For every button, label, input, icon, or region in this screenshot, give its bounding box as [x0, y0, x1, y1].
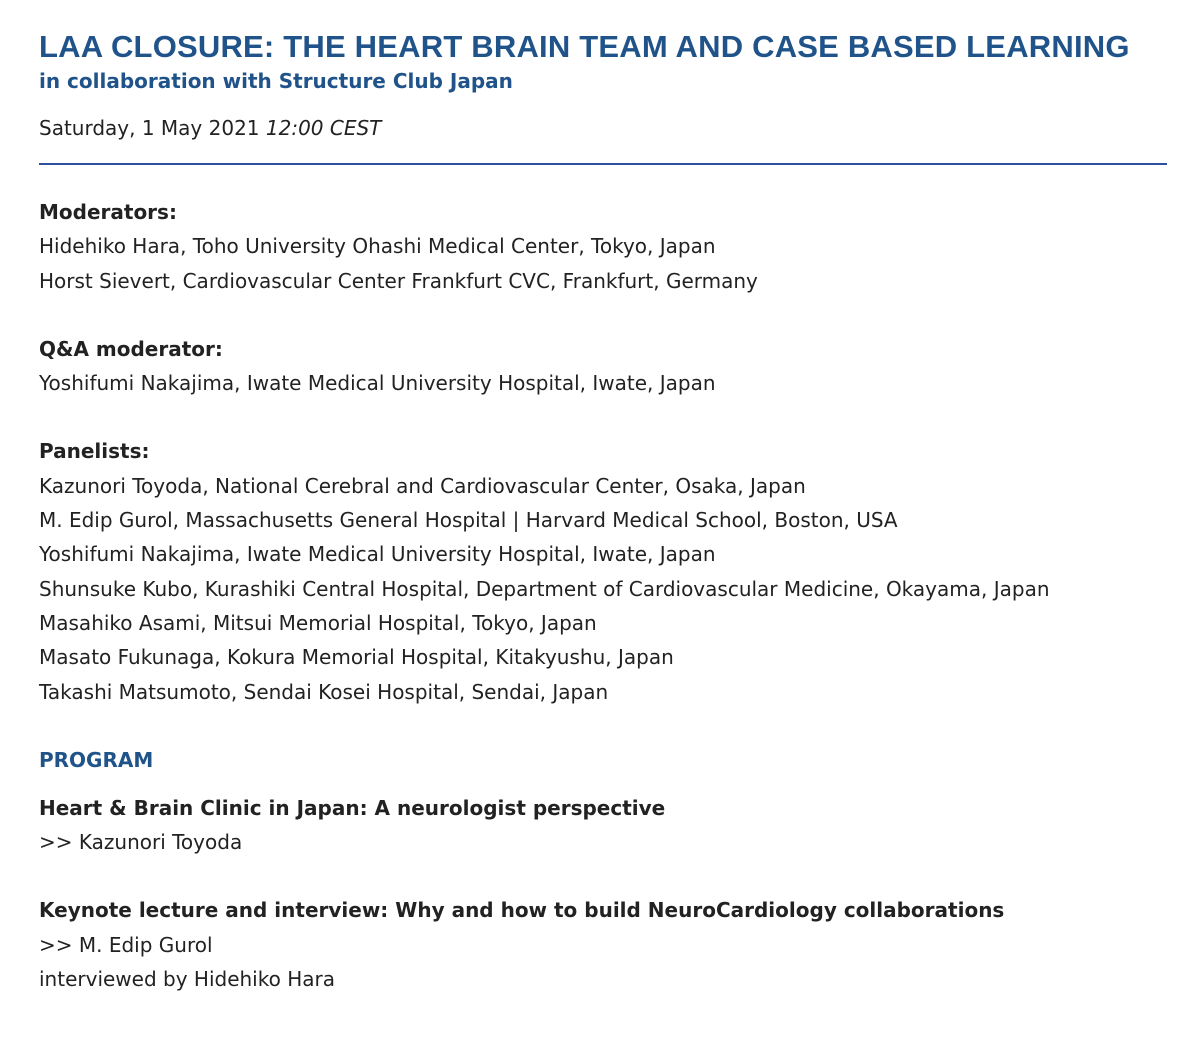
event-time: 12:00 CEST [265, 116, 382, 140]
talk-note: interviewed by Hidehiko Hara [39, 967, 335, 992]
panelist-item: Kazunori Toyoda, National Cerebral and Cardiovascular Center, Osaka, Japan [39, 473, 806, 498]
event-date: Saturday, 1 May 2021 [39, 116, 260, 140]
moderator-item: Hidehiko Hara, Toho University Ohashi Medical Center, Tokyo, Japan [39, 234, 716, 259]
moderators-section [39, 195, 1167, 298]
event-subtitle: in collaboration with Structure Club Japan [39, 69, 513, 93]
qa-moderator-heading: Q&A moderator: [39, 336, 223, 361]
qa-moderator-section [39, 332, 1167, 401]
header-divider [39, 163, 1167, 165]
panelist-item: Takashi Matsumoto, Sendai Kosei Hospital, Sendai, Japan [39, 679, 609, 704]
panelists-heading: Panelists: [39, 439, 150, 464]
program-talk [39, 791, 1167, 860]
talk-title: Keynote lecture and interview: Why and how to build NeuroCardiology collaborations [39, 898, 1005, 923]
event-datetime [39, 114, 1167, 142]
panelist-item: Masahiko Asami, Mitsui Memorial Hospital, Tokyo, Japan [39, 610, 597, 635]
panelist-item: Shunsuke Kubo, Kurashiki Central Hospital, Department of Cardiovascular Medicine, Okayama, Japan [39, 576, 1050, 601]
qa-moderator-item: Yoshifumi Nakajima, Iwate Medical University Hospital, Iwate, Japan [39, 371, 716, 396]
panelist-item: Masato Fukunaga, Kokura Memorial Hospital, Kitakyushu, Japan [39, 645, 674, 670]
talk-speaker: >> M. Edip Gurol [39, 932, 213, 957]
panelists-section [39, 434, 1167, 708]
event-title: LAA CLOSURE: THE HEART BRAIN TEAM AND CASE BASED LEARNING [39, 29, 1130, 64]
talk-speaker: >> Kazunori Toyoda [39, 830, 243, 855]
panelist-item: M. Edip Gurol, Massachusetts General Hospital | Harvard Medical School, Boston, USA [39, 508, 898, 533]
program-heading: PROGRAM [39, 747, 154, 772]
talk-title: Heart & Brain Clinic in Japan: A neurologist perspective [39, 795, 666, 820]
panelist-item: Yoshifumi Nakajima, Iwate Medical University Hospital, Iwate, Japan [39, 542, 716, 567]
program-talk [39, 893, 1167, 996]
moderators-heading: Moderators: [39, 200, 177, 224]
moderator-item: Horst Sievert, Cardiovascular Center Frankfurt CVC, Frankfurt, Germany [39, 268, 758, 293]
